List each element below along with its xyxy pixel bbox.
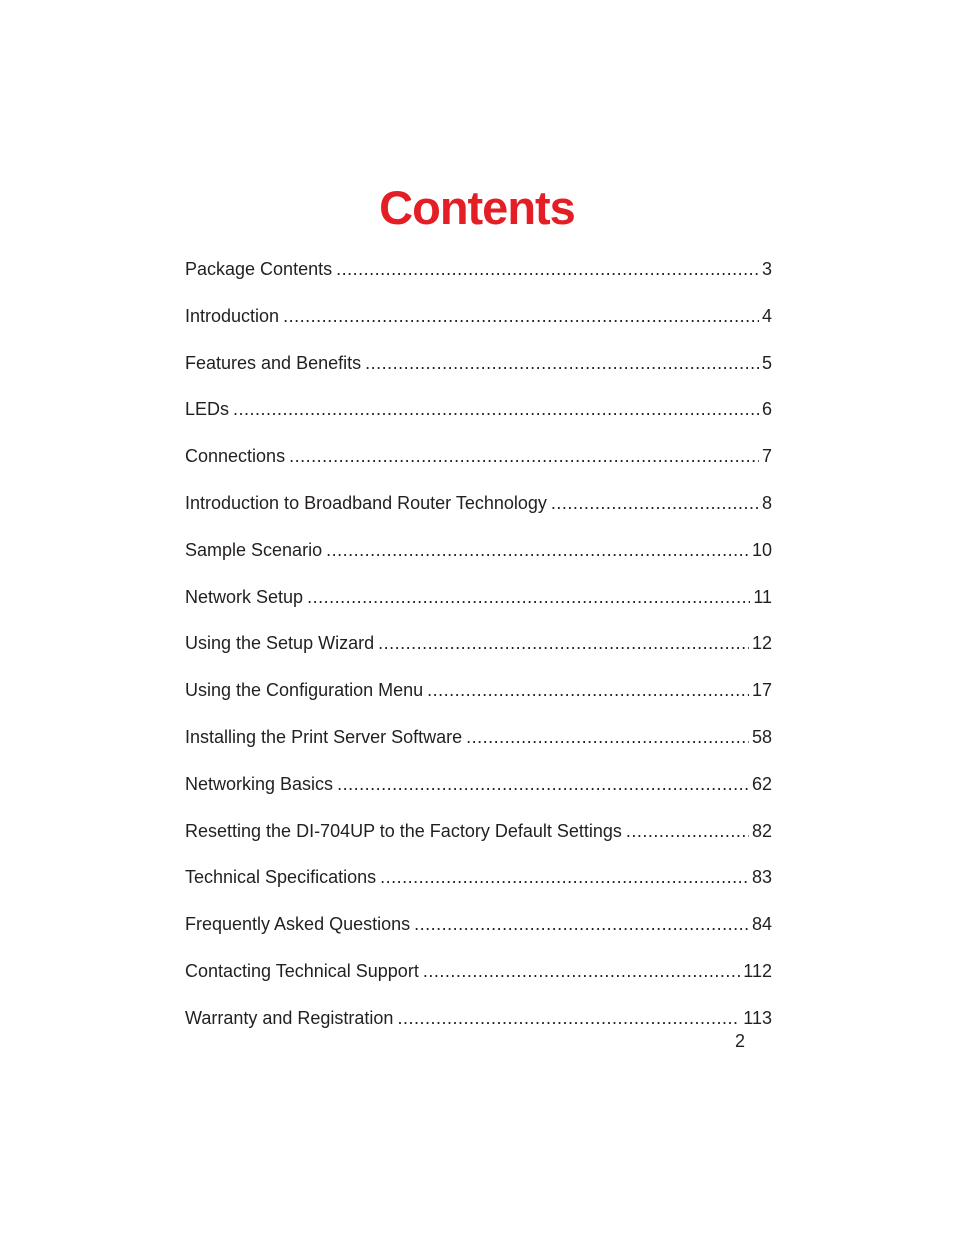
toc-entry-page: 5 — [761, 352, 772, 373]
dot-leader — [414, 911, 749, 937]
dot-leader — [466, 724, 749, 750]
toc-entry-page: 113 — [743, 1007, 772, 1028]
toc-entry[interactable] — [185, 256, 772, 303]
toc-entry-page: 112 — [743, 960, 772, 981]
toc-entry[interactable] — [185, 677, 772, 724]
toc-entry-label: Using the Setup Wizard — [185, 633, 375, 654]
toc-entry[interactable] — [185, 584, 772, 631]
dot-leader — [427, 677, 749, 703]
dot-leader — [307, 584, 750, 610]
toc-entry-label: Installing the Print Server Software — [185, 726, 463, 747]
toc-entry[interactable] — [185, 911, 772, 958]
toc-entry-label: Sample Scenario — [185, 539, 323, 560]
toc-entry-label: Introduction — [185, 305, 280, 326]
dot-leader — [337, 771, 749, 797]
toc-entry[interactable] — [185, 537, 772, 584]
dot-leader — [626, 818, 749, 844]
toc-entry-page: 8 — [761, 492, 772, 513]
toc-entry[interactable] — [185, 303, 772, 350]
toc-entry-page: 6 — [761, 399, 772, 420]
dot-leader — [336, 256, 759, 282]
toc-entry[interactable] — [185, 350, 772, 397]
toc-entry[interactable] — [185, 724, 772, 771]
toc-entry[interactable] — [185, 864, 772, 911]
toc-entry-label: Frequently Asked Questions — [185, 914, 411, 935]
toc-entry-label: Package Contents — [185, 259, 333, 279]
toc-entry-label: Using the Configuration Menu — [185, 680, 424, 701]
page-title: Contents — [379, 181, 575, 234]
toc-entry-page: 10 — [751, 539, 772, 560]
toc-entry-page: 7 — [761, 446, 772, 467]
toc-entry-page: 3 — [761, 259, 772, 279]
toc-entry-label: Resetting the DI-704UP to the Factory Default Settings — [185, 820, 622, 841]
toc-entry[interactable] — [185, 396, 772, 443]
toc-entry-label: Network Setup — [185, 586, 304, 607]
toc-entry-label: Contacting Technical Support — [185, 960, 419, 981]
dot-leader — [423, 958, 740, 984]
toc-entry[interactable] — [185, 818, 772, 865]
toc-entry-page: 4 — [761, 305, 772, 326]
toc-entry-page: 12 — [751, 633, 772, 654]
toc-entry-label: Warranty and Registration — [185, 1007, 394, 1028]
toc-entry-page: 82 — [751, 820, 772, 841]
toc-entry-page: 62 — [751, 773, 772, 794]
toc-entry-page: 58 — [751, 726, 772, 747]
toc-entry-label: Features and Benefits — [185, 352, 362, 373]
toc-entry[interactable] — [185, 771, 772, 818]
dot-leader — [233, 396, 759, 422]
toc-entry[interactable] — [185, 630, 772, 677]
toc-entry-page: 11 — [753, 586, 772, 607]
toc-entry-label: Connections — [185, 446, 286, 467]
table-of-contents — [185, 256, 772, 1052]
toc-entry[interactable] — [185, 958, 772, 1005]
toc-entry-page: 17 — [751, 680, 772, 701]
dot-leader — [326, 537, 749, 563]
dot-leader — [289, 443, 759, 469]
toc-entry-label: LEDs — [185, 399, 230, 420]
dot-leader — [283, 303, 759, 329]
dot-leader — [397, 1005, 740, 1031]
dot-leader — [551, 490, 759, 516]
toc-entry[interactable] — [185, 443, 772, 490]
toc-entry-label: Technical Specifications — [185, 867, 377, 888]
toc-entry-label: Networking Basics — [185, 773, 334, 794]
toc-entry[interactable] — [185, 490, 772, 537]
toc-entry[interactable] — [185, 1005, 772, 1052]
toc-entry-label: Introduction to Broadband Router Technology — [185, 492, 547, 513]
page-number: 2 — [735, 1031, 746, 1051]
dot-leader — [380, 864, 749, 890]
toc-entry-page: 83 — [751, 867, 772, 888]
dot-leader — [365, 350, 759, 376]
dot-leader — [378, 630, 749, 656]
toc-entry-page: 84 — [751, 914, 772, 935]
